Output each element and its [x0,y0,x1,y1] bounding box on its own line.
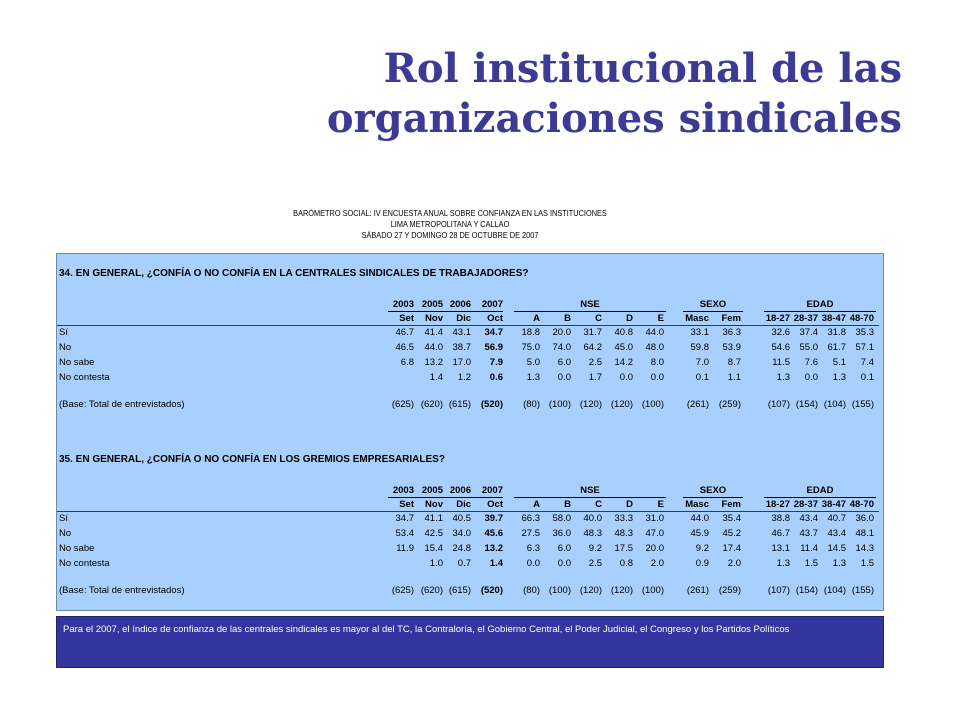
base-cell: (100) [548,585,571,596]
page-title [142,44,902,144]
table-cell: 48.1 [855,528,874,539]
rule-line [514,497,666,498]
table-cell: 43.7 [799,528,818,539]
column-subheader: 28-37 [793,313,818,324]
title-line-2: organizaciones sindicales [326,95,902,142]
table-cell: 0.0 [557,372,571,383]
table-cell: 1.7 [588,372,602,383]
table-cell: 44.0 [690,513,709,524]
table-cell: 0.6 [489,372,503,383]
group-header: EDAD [806,299,834,310]
column-subheader: E [657,313,664,324]
table-cell: 45.6 [484,528,503,539]
table-cell: 6.3 [526,543,540,554]
table-cell: 53.4 [395,528,414,539]
table-cell: 31.0 [645,513,664,524]
row-label: No [59,528,72,539]
table-cell: 44.0 [424,342,443,353]
table-cell: 34.7 [395,513,414,524]
table-cell: 14.2 [614,357,633,368]
rule-line [388,311,503,312]
column-subheader: 48-70 [849,313,874,324]
table-cell: 38.8 [771,513,790,524]
base-cell: (120) [579,585,602,596]
table-cell: 5.0 [526,357,540,368]
column-subheader: D [626,313,633,324]
table-cell: 5.1 [832,357,846,368]
table-cell: 0.0 [526,558,540,569]
table-cell: 0.8 [619,558,633,569]
table-cell: 33.3 [614,513,633,524]
table-cell: 7.4 [860,357,874,368]
base-cell: (261) [686,399,709,410]
table-cell: 6.8 [400,357,414,368]
table-cell: 33.1 [690,327,709,338]
column-subheader: Set [399,499,414,510]
survey-table-panel [56,253,884,611]
table-cell: 0.7 [457,558,471,569]
table-cell: 0.0 [619,372,633,383]
year-header: 2005 [421,485,443,496]
table-cell: 45.0 [614,342,633,353]
table-cell: 43.4 [799,513,818,524]
row-label: Sí [59,327,68,338]
table-cell: 61.7 [827,342,846,353]
question-title: 35. EN GENERAL, ¿CONFÍA O NO CONFÍA EN LOS GREMIOS EMPRESARIALES? [59,454,445,465]
table-cell: 13.2 [424,357,443,368]
table-cell: 2.5 [588,558,602,569]
table-cell: 43.4 [827,528,846,539]
table-cell: 42.5 [424,528,443,539]
table-cell: 41.4 [424,327,443,338]
column-subheader: 38-47 [821,313,846,324]
table-cell: 43.1 [452,327,471,338]
column-subheader: E [657,499,664,510]
table-cell: 40.7 [827,513,846,524]
table-cell: 34.0 [452,528,471,539]
column-subheader: Masc [685,499,709,510]
table-cell: 15.4 [424,543,443,554]
base-cell: (120) [579,399,602,410]
column-subheader: Dic [456,313,471,324]
table-cell: 7.9 [489,357,503,368]
rule-line [57,511,879,512]
column-subheader: 28-37 [793,499,818,510]
table-cell: 36.0 [552,528,571,539]
rule-line [514,311,666,312]
table-cell: 32.6 [771,327,790,338]
column-subheader: A [533,313,540,324]
rule-line [683,497,743,498]
base-label: (Base: Total de entrevistados) [59,585,185,596]
table-cell: 8.0 [650,357,664,368]
column-subheader: A [533,499,540,510]
table-cell: 75.0 [521,342,540,353]
table-cell: 45.2 [722,528,741,539]
rule-line [683,311,743,312]
table-cell: 2.5 [588,357,602,368]
table-cell: 2.0 [727,558,741,569]
group-header: NSE [580,485,600,496]
base-cell: (104) [823,585,846,596]
table-cell: 1.3 [526,372,540,383]
rule-line [57,325,879,326]
table-cell: 1.3 [776,558,790,569]
column-subheader: Fem [721,313,741,324]
row-label: No contesta [59,372,110,383]
year-header: 2003 [392,485,414,496]
header-line: BARÓMETRO SOCIAL: IV ENCUESTA ANUAL SOBRE CONFIANZA EN LAS INSTITUCIONES [293,209,607,218]
rule-line [764,311,876,312]
table-cell: 24.8 [452,543,471,554]
table-cell: 6.0 [557,357,571,368]
table-cell: 1.3 [832,372,846,383]
base-cell: (120) [610,399,633,410]
table-cell: 0.9 [695,558,709,569]
column-subheader: 48-70 [849,499,874,510]
table-cell: 14.3 [855,543,874,554]
table-cell: 11.5 [772,357,790,368]
column-subheader: Oct [487,313,503,324]
group-header: NSE [580,299,600,310]
column-subheader: B [564,313,571,324]
table-cell: 35.3 [855,327,874,338]
table-cell: 17.4 [722,543,741,554]
base-cell: (625) [391,585,414,596]
table-cell: 31.8 [827,327,846,338]
column-subheader: Fem [721,499,741,510]
table-cell: 2.0 [650,558,664,569]
table-cell: 11.9 [396,543,414,554]
table-cell: 46.7 [771,528,790,539]
base-cell: (155) [851,585,874,596]
table-cell: 7.0 [695,357,709,368]
table-cell: 1.3 [776,372,790,383]
table-cell: 64.2 [583,342,602,353]
table-cell: 59.8 [690,342,709,353]
column-subheader: Nov [425,499,443,510]
table-cell: 53.9 [722,342,741,353]
table-cell: 36.0 [855,513,874,524]
table-cell: 48.3 [583,528,602,539]
base-label: (Base: Total de entrevistados) [59,399,185,410]
row-label: No sabe [59,357,95,368]
column-subheader: 38-47 [821,499,846,510]
table-cell: 1.5 [804,558,818,569]
base-cell: (80) [523,399,540,410]
table-cell: 35.4 [722,513,741,524]
table-cell: 13.1 [771,543,790,554]
table-cell: 0.1 [860,372,874,383]
title-line-1: Rol institucional de las [383,45,902,92]
table-cell: 56.9 [484,342,503,353]
column-subheader: C [595,499,602,510]
table-cell: 54.6 [771,342,790,353]
table-cell: 57.1 [855,342,874,353]
table-cell: 20.0 [552,327,571,338]
table-cell: 38.7 [452,342,471,353]
table-cell: 46.7 [395,327,414,338]
table-cell: 9.2 [588,543,602,554]
base-cell: (107) [767,585,790,596]
table-cell: 17.0 [452,357,471,368]
row-label: No [59,342,72,353]
base-cell: (259) [718,585,741,596]
table-cell: 0.0 [650,372,664,383]
table-cell: 13.2 [484,543,503,554]
header-line: LIMA METROPOLITANA Y CALLAO [390,220,510,229]
table-cell: 14.5 [827,543,846,554]
table-cell: 48.3 [614,528,633,539]
table-cell: 1.2 [457,372,471,383]
row-label: Sí [59,513,68,524]
survey-header [266,208,634,241]
table-cell: 27.5 [521,528,540,539]
column-subheader: Masc [685,313,709,324]
column-subheader: B [564,499,571,510]
table-cell: 34.7 [484,327,503,338]
base-cell: (615) [448,585,471,596]
base-cell: (100) [641,585,664,596]
table-cell: 39.7 [484,513,503,524]
table-cell: 55.0 [799,342,818,353]
table-cell: 0.1 [695,372,709,383]
table-cell: 1.3 [832,558,846,569]
table-cell: 40.5 [452,513,471,524]
table-cell: 47.0 [645,528,664,539]
table-cell: 1.0 [429,558,443,569]
column-subheader: Nov [425,313,443,324]
row-label: No contesta [59,558,110,569]
table-cell: 36.3 [722,327,741,338]
year-header: 2007 [481,485,503,496]
column-subheader: D [626,499,633,510]
row-label: No sabe [59,543,95,554]
group-header: SEXO [699,485,727,496]
table-cell: 46.5 [395,342,414,353]
column-subheader: Set [399,313,414,324]
base-cell: (615) [448,399,471,410]
table-cell: 11.4 [800,543,818,554]
base-cell: (120) [610,585,633,596]
base-cell: (259) [718,399,741,410]
table-cell: 58.0 [552,513,571,524]
table-cell: 6.0 [557,543,571,554]
column-subheader: Oct [487,499,503,510]
column-subheader: Dic [456,499,471,510]
base-cell: (100) [641,399,664,410]
table-cell: 7.6 [804,357,818,368]
table-cell: 1.4 [429,372,443,383]
year-header: 2003 [392,299,414,310]
base-cell: (620) [420,585,443,596]
table-cell: 48.0 [645,342,664,353]
year-header: 2006 [449,299,471,310]
base-cell: (261) [686,585,709,596]
base-cell: (80) [523,585,540,596]
table-cell: 44.0 [645,327,664,338]
column-subheader: 18-27 [765,499,790,510]
table-cell: 0.0 [804,372,818,383]
table-cell: 1.1 [727,372,741,383]
header-line: SÁBADO 27 Y DOMINGO 28 DE OCTUBRE DE 2007 [361,231,539,240]
base-cell: (154) [795,585,818,596]
base-cell: (620) [420,399,443,410]
table-cell: 40.8 [614,327,633,338]
table-cell: 74.0 [552,342,571,353]
table-cell: 20.0 [645,543,664,554]
base-cell: (520) [480,585,503,596]
group-header: EDAD [806,485,834,496]
column-subheader: C [595,313,602,324]
base-cell: (520) [480,399,503,410]
table-cell: 17.5 [614,543,633,554]
column-subheader: 18-27 [765,313,790,324]
year-header: 2006 [449,485,471,496]
table-cell: 45.9 [690,528,709,539]
table-cell: 37.4 [799,327,818,338]
table-cell: 1.4 [489,558,503,569]
table-cell: 1.5 [860,558,874,569]
base-cell: (625) [391,399,414,410]
table-cell: 40.0 [583,513,602,524]
rule-line [764,497,876,498]
base-cell: (107) [767,399,790,410]
question-title: 34. EN GENERAL, ¿CONFÍA O NO CONFÍA EN LA CENTRALES SINDICALES DE TRABAJADORES? [59,268,529,279]
table-cell: 0.0 [557,558,571,569]
table-cell: 41.1 [424,513,443,524]
footer-note: Para el 2007, el índice de confianza de las centrales sindicales es mayor al del TC, la Contraloría, el Gobierno Central, el Poder Judicial, el Congreso y los Partidos Políticos [56,616,884,668]
table-cell: 31.7 [583,327,602,338]
table-cell: 66.3 [521,513,540,524]
group-header: SEXO [699,299,727,310]
base-cell: (104) [823,399,846,410]
table-cell: 9.2 [695,543,709,554]
year-header: 2005 [421,299,443,310]
base-cell: (155) [851,399,874,410]
year-header: 2007 [481,299,503,310]
table-cell: 8.7 [727,357,741,368]
rule-line [388,497,503,498]
table-cell: 18.8 [521,327,540,338]
base-cell: (154) [795,399,818,410]
base-cell: (100) [548,399,571,410]
